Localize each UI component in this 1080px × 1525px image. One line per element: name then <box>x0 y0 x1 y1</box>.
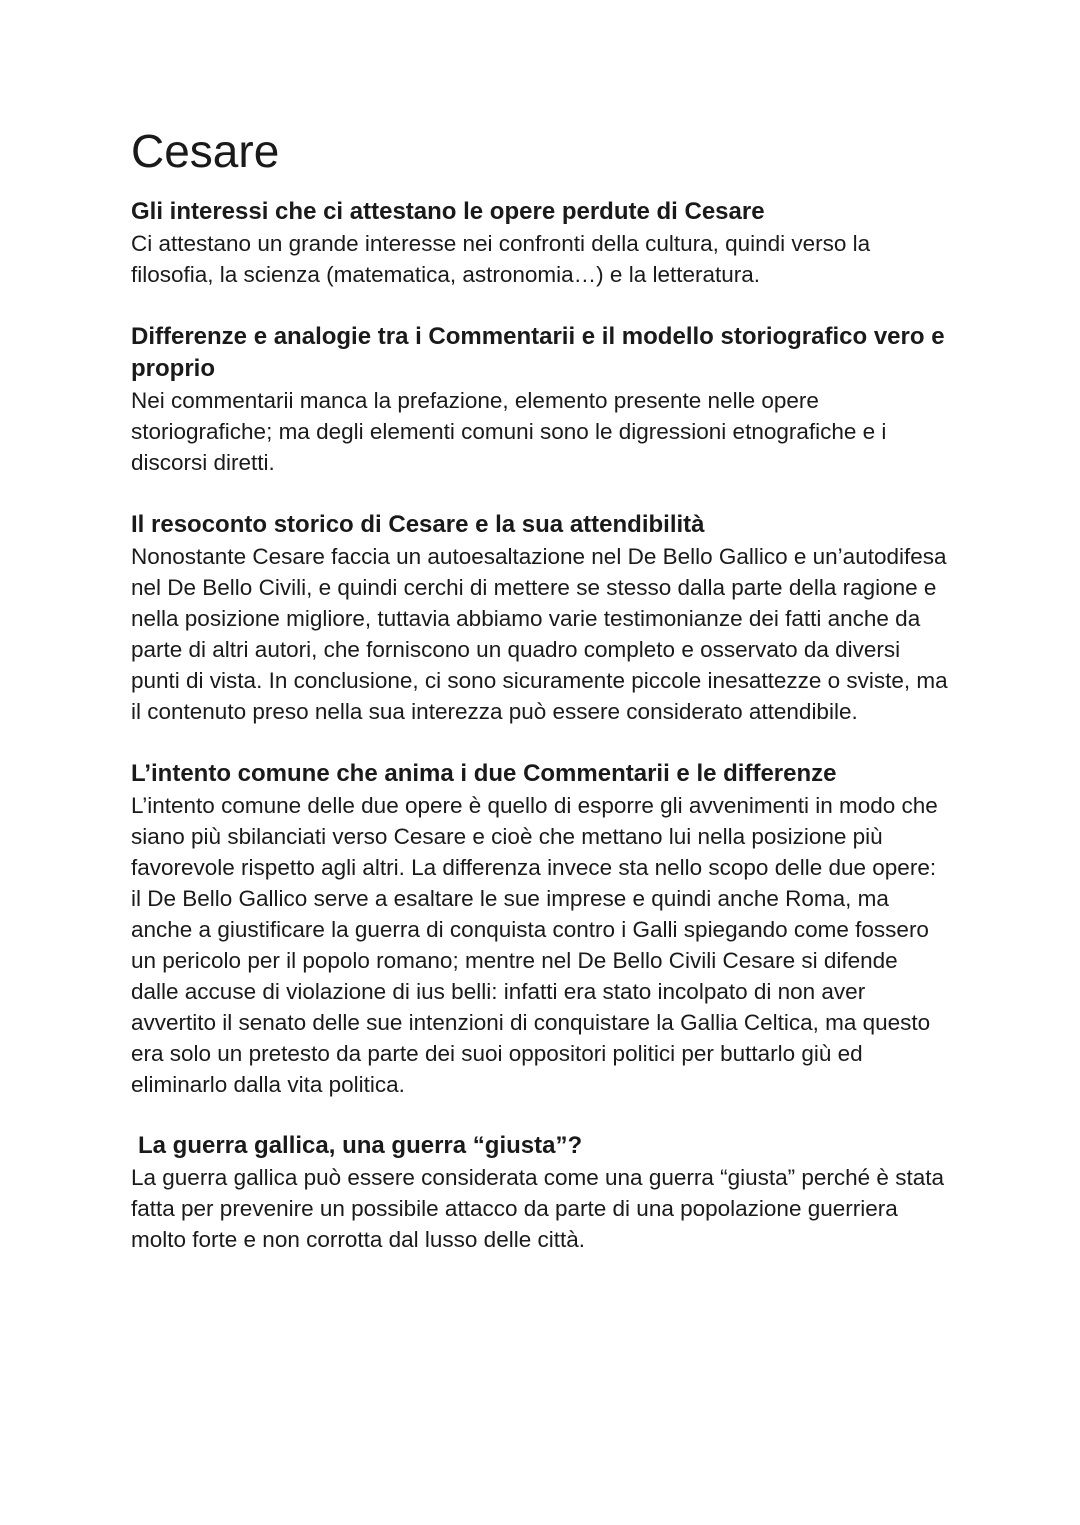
spacer <box>131 290 951 321</box>
section-heading: La guerra gallica, una guerra “giusta”? <box>138 1132 583 1159</box>
section-body: La guerra gallica può essere considerata come una guerra “giusta” perché è stata fatta per prevenire un possibile attacco da parte di una popolazione guerriera molto forte e non corrotta dal lusso delle città. <box>131 1165 944 1252</box>
document-title: Cesare <box>131 125 280 177</box>
spacer <box>131 1100 951 1130</box>
section-resoconto-storico <box>131 509 951 727</box>
section-body: L’intento comune delle due opere è quello di esporre gli avvenimenti in modo che siano più sbilanciati verso Cesare e cioè che mettano lui nella posizione più favorevole rispetto agli altri. La differenza invece sta nello scopo delle due opere: il De Bello Gallico serve a esaltare le sue imprese e quindi anche Roma, ma anche a giustificare la guerra di conquista contro i Galli spiegando come fossero un pericolo per il popolo romano; mentre nel De Bello Civili Cesare si difende dalle accuse di violazione di ius belli: infatti era stato incolpato di non aver avvertito il senato delle sue intenzioni di conquistare la Gallia Celtica, ma questo era solo un pretesto da parte dei suoi oppositori politici per buttarlo giù ed eliminarlo dalla vita politica. <box>131 793 938 1097</box>
section-heading: Gli interessi che ci attestano le opere perdute di Cesare <box>131 198 765 225</box>
spacer <box>131 727 951 758</box>
section-opere-perdute <box>131 196 951 290</box>
document-page <box>131 125 951 1255</box>
section-heading: Differenze e analogie tra i Commentarii e il modello storiografico vero e proprio <box>131 323 945 382</box>
spacer <box>131 478 951 509</box>
section-body: Ci attestano un grande interesse nei confronti della cultura, quindi verso la filosofia, la scienza (matematica, astronomia…) e la letteratura. <box>131 231 871 287</box>
section-intento-comune <box>131 758 951 1100</box>
section-heading: Il resoconto storico di Cesare e la sua attendibilità <box>131 511 705 538</box>
section-heading: L’intento comune che anima i due Commentarii e le differenze <box>131 760 837 787</box>
section-differenze-analogie <box>131 321 951 478</box>
section-body: Nei commentarii manca la prefazione, elemento presente nelle opere storiografiche; ma degli elementi comuni sono le digressioni etnografiche e i discorsi diretti. <box>131 388 887 475</box>
section-body: Nonostante Cesare faccia un autoesaltazione nel De Bello Gallico e un’autodifesa nel De Bello Civili, e quindi cerchi di mettere se stesso dalla parte della ragione e nella posizione migliore, tuttavia abbiamo varie testimonianze dei fatti anche da parte di altri autori, che forniscono un quadro completo e osservato da diversi punti di vista. In conclusione, ci sono sicuramente piccole inesattezze o sviste, ma il contenuto preso nella sua interezza può essere considerato attendibile. <box>131 544 948 724</box>
section-guerra-giusta <box>131 1130 951 1255</box>
